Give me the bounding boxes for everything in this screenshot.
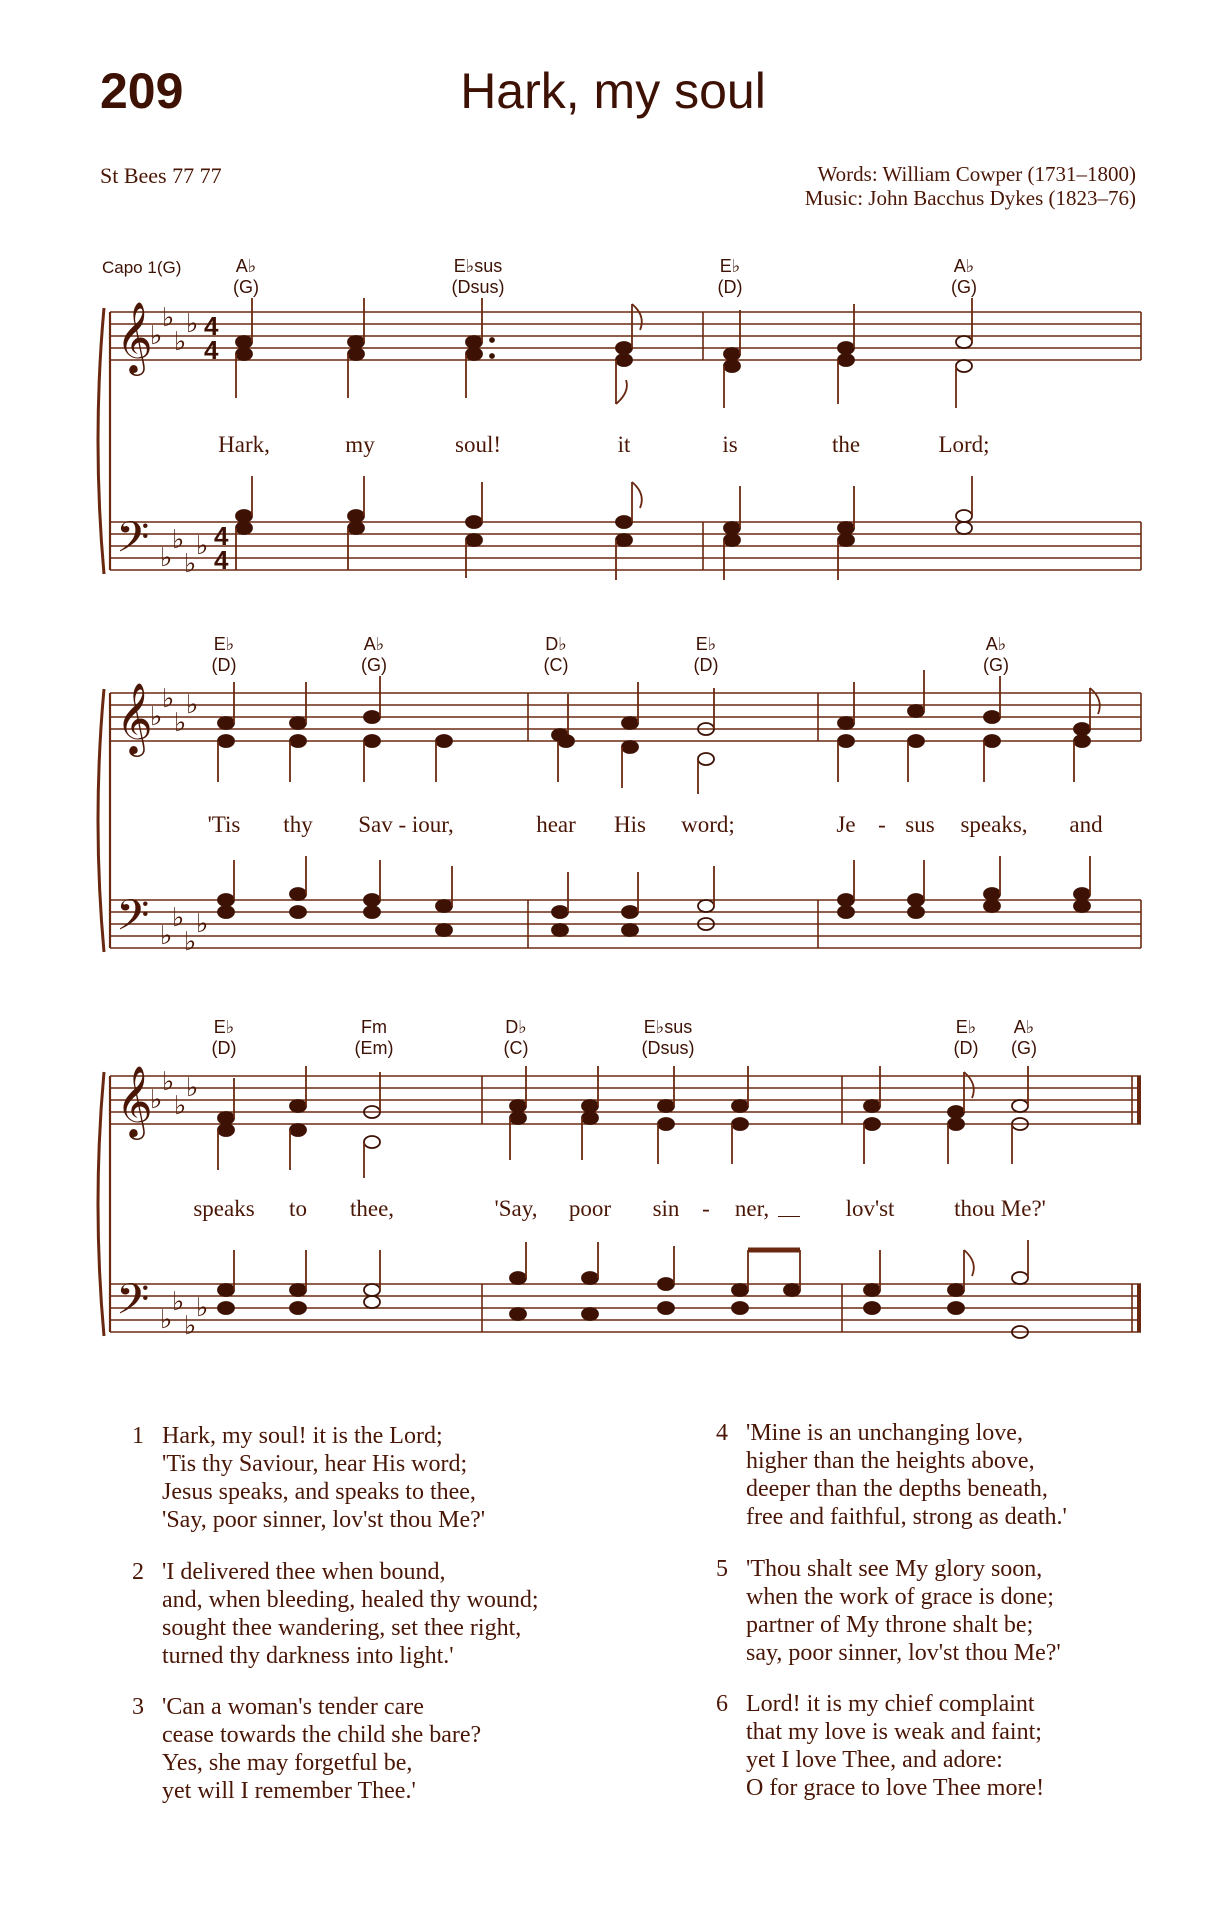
svg-text:𝄢: 𝄢 (116, 1275, 150, 1335)
chord: E♭ (D) (717, 256, 743, 297)
svg-text:♭: ♭ (150, 321, 163, 351)
lyric: thou Me?' (954, 1196, 1046, 1221)
lyric: Je (836, 812, 856, 837)
svg-text:♭: ♭ (160, 543, 173, 573)
svg-text:♭: ♭ (160, 1305, 173, 1335)
svg-text:♭: ♭ (172, 903, 185, 933)
svg-text:♭: ♭ (196, 531, 209, 561)
svg-text:4: 4 (214, 545, 229, 575)
lyric: thee, (349, 1196, 395, 1221)
chord: E♭sus (Dsus) (641, 1017, 695, 1058)
lyric: my (345, 432, 375, 457)
lyric: - (878, 812, 886, 837)
svg-text:♭: ♭ (162, 1067, 175, 1097)
lyric: it (617, 432, 631, 457)
chord: D♭ (C) (503, 1017, 529, 1058)
lyric: sus (905, 812, 935, 837)
svg-text:♭: ♭ (186, 1073, 199, 1103)
svg-text:4: 4 (204, 335, 219, 365)
lyric: hear (536, 812, 576, 837)
chord: E♭sus (Dsus) (451, 256, 505, 297)
hymn-title: Hark, my soul (460, 63, 766, 119)
lyric: to (289, 1196, 307, 1221)
chord: E♭ (D) (953, 1017, 979, 1058)
chord: E♭ (D) (211, 1017, 237, 1058)
chord: Fm (Em) (354, 1017, 394, 1058)
capo-label: Capo 1(G) (102, 258, 182, 277)
svg-text:♭: ♭ (196, 1293, 209, 1323)
svg-text:♭: ♭ (174, 1091, 187, 1121)
lyric: word; (681, 812, 735, 837)
svg-text:𝄞: 𝄞 (116, 1064, 153, 1137)
svg-text:♭: ♭ (172, 1287, 185, 1317)
chord: A♭ (G) (983, 634, 1009, 675)
lyric: ner, (734, 1196, 770, 1221)
key-signatures (150, 303, 208, 1341)
lyric: sin (652, 1196, 680, 1221)
chord: A♭ (G) (233, 256, 259, 297)
svg-text:♭: ♭ (186, 309, 199, 339)
chord: A♭ (G) (361, 634, 387, 675)
hymn-number: 209 (100, 63, 184, 119)
svg-text:𝄢: 𝄢 (116, 891, 150, 951)
svg-text:♭: ♭ (196, 909, 209, 939)
lyric: - (702, 1196, 710, 1221)
system-1-notes (236, 298, 972, 408)
extender-line (778, 1216, 800, 1217)
system-3-notes (218, 1066, 1028, 1178)
svg-text:𝄞: 𝄞 (116, 681, 153, 754)
lyric: the (831, 432, 861, 457)
lyric: is (722, 432, 738, 457)
lyric: Lord; (938, 432, 990, 457)
svg-text:♭: ♭ (184, 1311, 197, 1341)
lyric: and (1069, 812, 1103, 837)
svg-text:♭: ♭ (162, 684, 175, 714)
svg-text:♭: ♭ (184, 927, 197, 957)
system-3-bass-notes (218, 1240, 1028, 1338)
lyric: His (614, 812, 646, 837)
lyric: Sav - iour, (358, 812, 454, 837)
svg-text:♭: ♭ (184, 549, 197, 579)
svg-text:♭: ♭ (174, 327, 187, 357)
tune-name: St Bees 77 77 (100, 163, 222, 188)
music-credit: Music: John Bacchus Dykes (1823–76) (804, 186, 1136, 210)
svg-text:♭: ♭ (174, 708, 187, 738)
lyric: speaks, (960, 812, 1028, 837)
words-credit: Words: William Cowper (1731–1800) (817, 162, 1136, 186)
chord: D♭ (C) (543, 634, 569, 675)
system-1-bass-notes (236, 476, 972, 580)
lyric: speaks (193, 1196, 255, 1221)
svg-text:4: 4 (214, 521, 229, 551)
lyric: thy (283, 812, 313, 837)
svg-text:♭: ♭ (186, 690, 199, 720)
chord: A♭ (G) (1011, 1017, 1037, 1058)
svg-text:4: 4 (204, 311, 219, 341)
svg-text:♭: ♭ (150, 702, 163, 732)
lyric: 'Say, (494, 1196, 538, 1221)
svg-text:♭: ♭ (172, 525, 185, 555)
chord: A♭ (G) (951, 256, 977, 297)
chord: E♭ (D) (211, 634, 237, 675)
treble-clef-icon: 𝄞 (116, 300, 153, 373)
chord: E♭ (D) (693, 634, 719, 675)
lyric: lov'st (845, 1196, 895, 1221)
lyric: poor (568, 1196, 612, 1221)
lyric: Hark, (218, 432, 270, 457)
lyric: soul! (455, 432, 501, 457)
svg-text:♭: ♭ (162, 303, 175, 333)
bass-clef-icon: 𝄢 (116, 513, 150, 573)
system-2-notes (218, 670, 1100, 794)
lyric: 'Tis (207, 812, 241, 837)
svg-text:♭: ♭ (160, 921, 173, 951)
svg-text:♭: ♭ (150, 1085, 163, 1115)
